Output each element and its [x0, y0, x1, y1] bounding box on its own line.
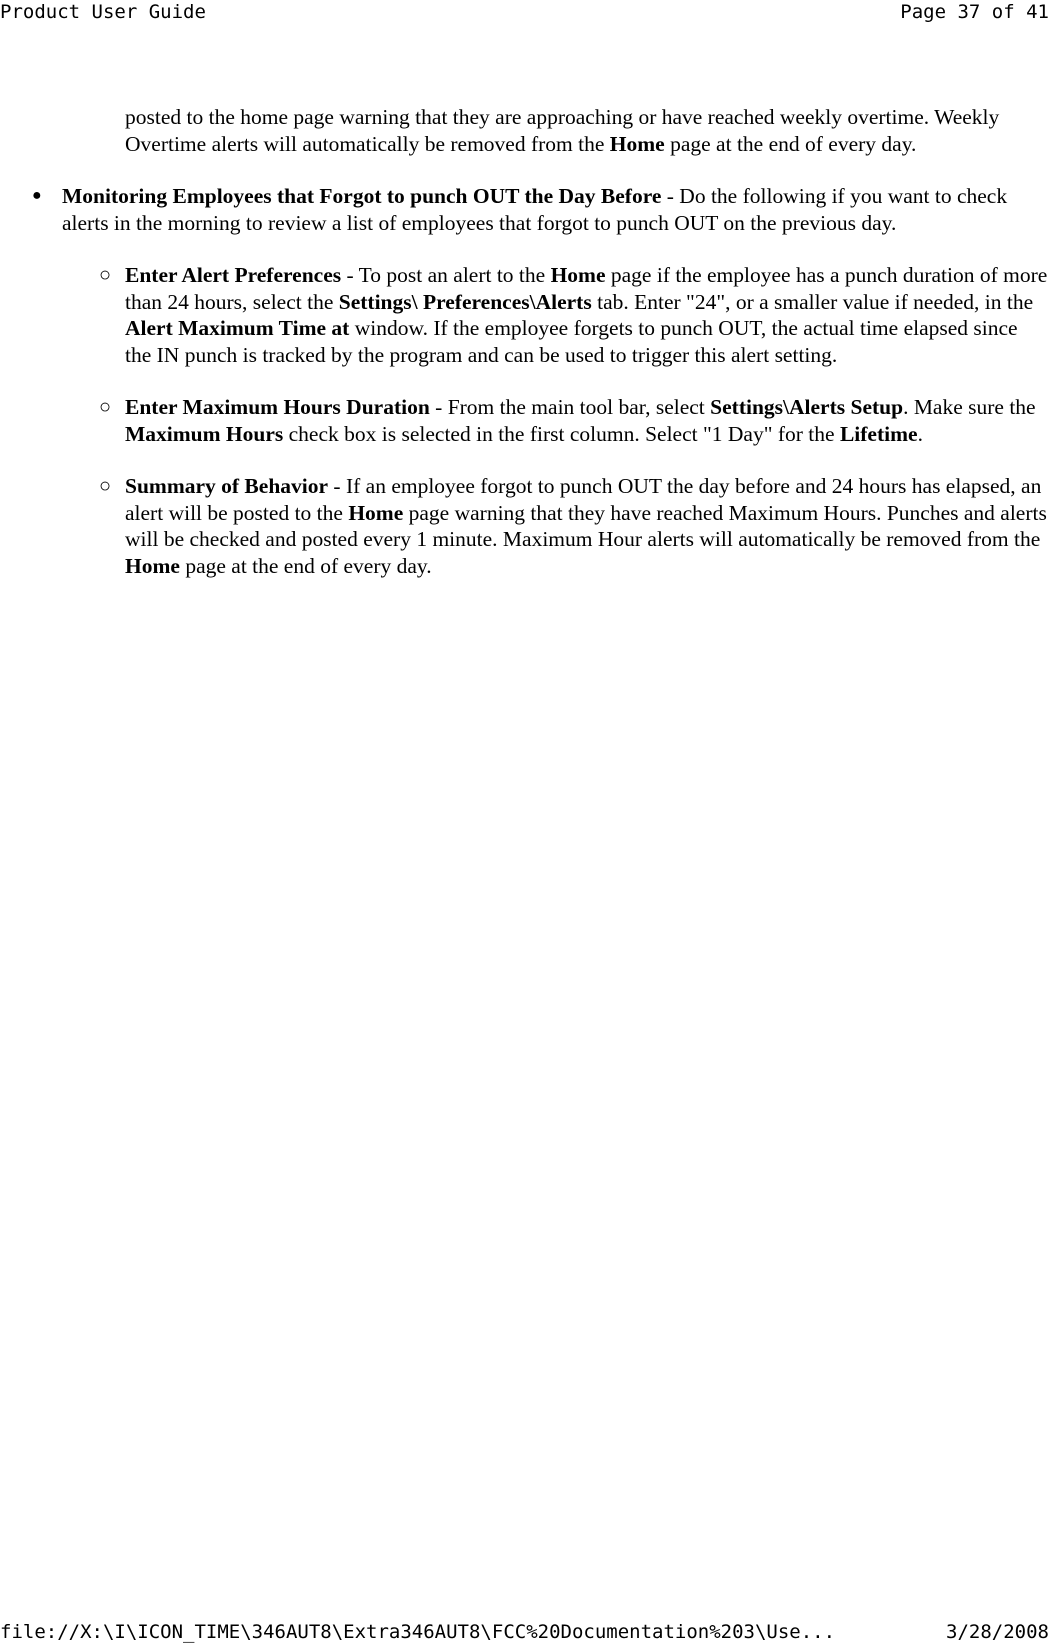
continuation-paragraph — [125, 104, 1030, 157]
subitem-text: check box is selected in the first column. Select "1 Day" for the — [283, 421, 840, 446]
subitem-text: - From the main tool bar, select — [429, 395, 711, 419]
subitem-text: - To post an alert to the — [341, 263, 551, 287]
subitem-text: page at the end of every day. — [179, 553, 432, 578]
alerts-setup-term: Settings\Alerts Setup — [710, 395, 904, 419]
document-body — [0, 104, 1049, 579]
bullet-circle-icon: ○ — [99, 396, 112, 418]
home-term: Home — [348, 500, 404, 525]
document-title: Product User Guide — [0, 1, 206, 23]
lifetime-term: Lifetime — [839, 421, 918, 446]
home-term: Home — [550, 263, 606, 287]
home-term: Home — [125, 553, 180, 578]
list-item — [32, 183, 1047, 236]
subitem-text: window. If the employee forgets to punch OUT, the actual time elapsed since the IN punch is tracked by the program and can be used to trigger this alert setting. — [125, 316, 1018, 367]
subitem-max-hours-duration — [99, 394, 1049, 447]
settings-path-term: Settings\ Preferences\Alerts — [338, 289, 592, 314]
subitem-text: - If an employee forgot to punch OUT the day before and 24 hours has elapsed, an alert will be posted to the — [125, 474, 1042, 525]
page-number: Page 37 of 41 — [900, 1, 1049, 23]
continuation-text-2: page at the end of every day. — [664, 131, 917, 156]
bullet-disc-icon: ● — [32, 187, 42, 204]
subitem-text: page warning that they have reached Maximum Hours. Punches and alerts will be checked and posted every 1 minute. Maximum Hour alerts will automatically be removed from the — [125, 500, 1047, 551]
subitem-text: . — [917, 421, 923, 446]
maximum-hours-term: Maximum Hours — [125, 421, 284, 446]
continuation-text-1: posted to the home page warning that they are approaching or have reached weekly overtime. Weekly Overtime alerts will automatically be removed from the — [125, 105, 1000, 156]
subitem-alert-preferences — [99, 262, 1049, 368]
file-path: file://X:\I\ICON_TIME\346AUT8\Extra346AUT8\FCC%20Documentation%203\Use... — [0, 1621, 836, 1643]
subitem-text: page if the employee has a punch duration of more than 24 hours, select the — [125, 263, 1048, 314]
alert-max-time-term: Alert Maximum Time at — [125, 316, 350, 340]
print-date: 3/28/2008 — [946, 1621, 1049, 1643]
subitem-summary-of-behavior — [99, 473, 1049, 579]
bullet-circle-icon: ○ — [99, 475, 112, 497]
subitem-title: Enter Maximum Hours Duration — [125, 395, 430, 419]
subitem-title: Summary of Behavior — [125, 474, 329, 498]
bullet-circle-icon: ○ — [99, 264, 112, 286]
bullet-text: - Do the following if you want to check alerts in the morning to review a list of employees that forgot to punch OUT on the previous day. — [62, 184, 1008, 235]
bullet-title: Monitoring Employees that Forgot to punch OUT the Day Before — [62, 184, 662, 208]
subitem-text: tab. Enter "24", or a smaller value if needed, in the — [591, 289, 1034, 314]
subitem-title: Enter Alert Preferences — [125, 263, 342, 287]
home-term: Home — [609, 131, 665, 156]
subitem-text: . Make sure the — [903, 395, 1036, 419]
